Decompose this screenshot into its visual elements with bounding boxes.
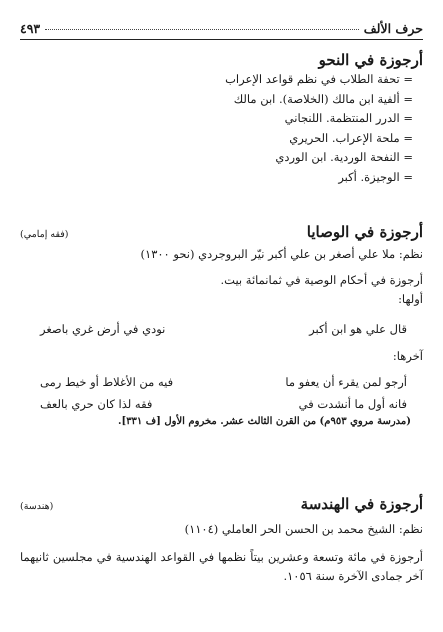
entry-title: أرجوزة في الهندسة: [300, 495, 423, 513]
verse-line: [20, 372, 423, 392]
hemistich-first: أرجو لمن يقرء أن يعفو ما: [285, 375, 407, 390]
list-item: = الدرر المنتظمة. اللنجاني: [284, 111, 413, 126]
page-header: [20, 14, 423, 36]
entry-heading: [20, 494, 423, 514]
book-page: [20, 14, 423, 624]
list-item: = الوجيزة. أكبر: [338, 169, 413, 184]
entry-title: أرجوزة في النحو: [318, 51, 423, 69]
last-label: آخرها:: [392, 348, 423, 363]
description-paragraph: أرجوزة في مائة وتسعة وعشرين بيتاً نظمها في القواعد الهندسية في مجلسين ثانيهما آخر جمادى الآخرة سنة ١٠٥٦.: [20, 549, 423, 583]
description-line: أرجوزة في أحكام الوصية في ثمانمائة بيت.: [220, 272, 423, 287]
subject-tag: (فقه إمامي): [20, 229, 69, 240]
verse-line: [20, 394, 423, 414]
header-rule: [20, 39, 423, 40]
cross-reference-list: [20, 70, 423, 188]
entry-heading: [20, 222, 423, 242]
hemistich-first: فانه أول ما أنشدت في: [298, 397, 407, 412]
hemistich-second: فيه من الأغلاط أو خيط رمى: [40, 375, 174, 390]
list-item: = النفحة الوردية. ابن الوردي: [275, 150, 413, 165]
hemistich-second: فقه لذا كان حري بالعف: [40, 397, 153, 412]
entry-handasa: [20, 494, 423, 586]
source-note: (مدرسة مروي ٩٥٣م) من القرن الثالث عشر. مخروم الأول [ف ٣٣١].: [117, 416, 411, 428]
verse-line: [20, 319, 423, 339]
first-label: أولها:: [398, 292, 423, 307]
list-item: = ألفية ابن مالك (الخلاصة). ابن مالك: [233, 91, 413, 106]
entry-wasaya: [20, 222, 423, 430]
author-line: نظم: ملا علي أصغر بن علي أكبر نيّر البروجردي (نحو ١٣٠٠): [140, 247, 423, 261]
entry-title: أرجوزة في الوصايا: [306, 223, 423, 241]
page-number: ٤٩٣: [20, 21, 41, 36]
entry-nahw: [20, 50, 423, 188]
subject-tag: (هندسة): [20, 501, 54, 512]
header-leader-dots: [45, 29, 359, 30]
list-item: = ملحة الإعراب. الحريري: [289, 130, 413, 145]
hemistich-first: قال علي هو ابن أكبر: [309, 321, 407, 336]
list-item: = تحفة الطلاب في نظم قواعد الإعراب: [225, 72, 413, 86]
section-title: حرف الألف: [363, 21, 423, 36]
hemistich-second: نودي في أرض غري باصغر: [40, 321, 166, 336]
author-line: نظم: الشيخ محمد بن الحسن الحر العاملي (١١٠٤): [184, 522, 423, 536]
